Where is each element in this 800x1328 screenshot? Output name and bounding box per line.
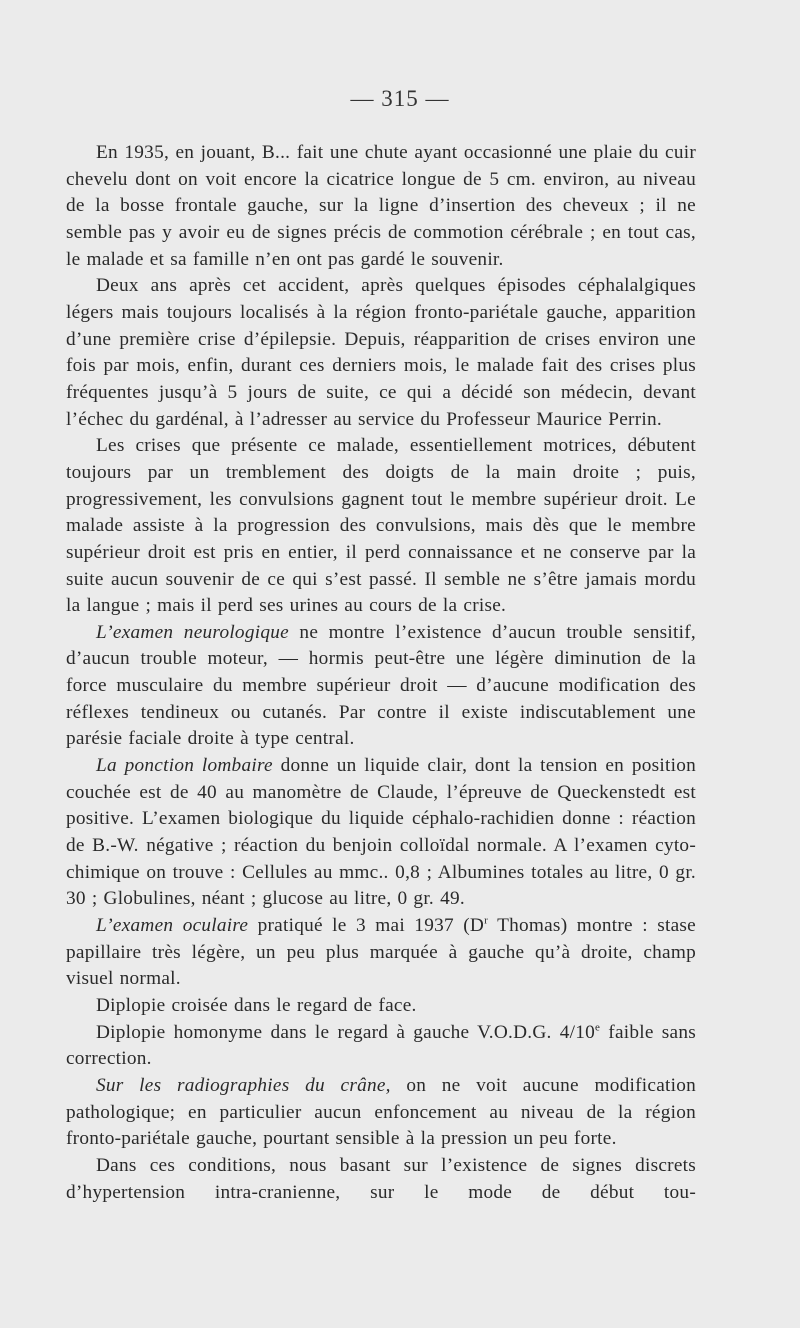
paragraph-lumbar-puncture <box>66 753 696 913</box>
neurological-exam-heading: L’examen neurologique <box>96 621 289 643</box>
paragraph-skull-radiographs <box>66 1073 696 1153</box>
lumbar-puncture-text: donne un liquide clair, dont la tension en position couchée est de 40 au manomètre de Claude, l’épreuve de Queckenstedt est positive. L’examen biologique du liquide céphalo-rachidien donne : réaction de B.-W. négative ; réaction du benjoin colloïdal normale. A l’examen cyto-chimique on trouve : Cellules au mmc.. 0,8 ; Albumines totales au litre, 0 gr. 30 ; Globulines, néant ; glucose au litre, 0 gr. 49. <box>66 755 696 910</box>
lumbar-puncture-heading: La ponction lombaire <box>96 755 273 777</box>
paragraph-homonymous-diplopia <box>66 1020 696 1073</box>
skull-radiographs-text: on ne voit aucune modification pathologique; en particulier aucun enfoncement au niveau de la région fronto-pariétale gauche, pourtant sensible à la pression un peu forte. <box>66 1074 696 1150</box>
paragraph-accident-1935: En 1935, en jouant, B... fait une chute ayant occasionné une plaie du cuir chevelu dont on voit encore la cicatrice longue de 5 cm. environ, au niveau de la bosse frontale gauche, sur la ligne d’insertion des cheveux ; il ne semble pas y avoir eu de signes précis de commotion cérébrale ; en tout cas, le malade et sa famille n’en ont pas gardé le souvenir. <box>66 142 696 270</box>
ocular-exam-text-a: pratiqué le 3 mai 1937 (D <box>248 915 485 937</box>
paragraph-first-seizure: Deux ans après cet accident, après quelques épisodes céphalalgiques légers mais toujours localisés à la région fronto-pariétale gauche, apparition d’une première crise d’épilepsie. Depuis, réapparition de crises environ une fois par mois, enfin, durant ces derniers mois, le malade fait des crises plus fréquentes jusqu’à 5 jours de suite, ce qui a décidé son médecin, devant l’échec du gardénal, à l’adresser au service du Professeur Maurice Perrin. <box>66 275 696 430</box>
ocular-exam-heading: L’examen oculaire <box>96 915 249 937</box>
ocular-exam-text-b: Thomas) montre : stase papillaire très légère, un peu plus marquée à gauche qu’à droite, champ visuel normal. <box>66 915 696 990</box>
paragraph-seizure-description: Les crises que présente ce malade, essentiellement motrices, débutent toujours par un tremblement des doigts de la main droite ; puis, progressivement, les convulsions gagnent tout le membre supérieur droit. Le malade assiste à la progression des convulsions, mais dès que le membre supérieur droit est pris en entier, il perd connaissance et ne conserve par la suite aucun souvenir de ce qui s’est passé. Il semble ne s’être jamais mordu la langue ; mais il perd ses urines au cours de la crise. <box>66 435 696 617</box>
paragraph-ocular-exam <box>66 913 696 993</box>
homonymous-diplopia-text-a: Diplopie homonyme dans le regard à gauche V.O.D.G. 4/10 <box>96 1021 596 1043</box>
body-text <box>66 140 696 1206</box>
ocular-exam-superscript: r <box>484 914 489 927</box>
homonymous-diplopia-text-b: faible sans correction. <box>66 1021 696 1070</box>
homonymous-diplopia-superscript: e <box>595 1021 601 1034</box>
page-number: — 315 — <box>350 86 450 111</box>
paragraph-conclusion: Dans ces conditions, nous basant sur l’existence de signes discrets d’hypertension intra-cranienne, sur le mode de début tou- <box>66 1154 696 1203</box>
paragraph-neurological-exam <box>66 620 696 753</box>
skull-radiographs-heading: Sur les radiographies du crâne, <box>96 1074 391 1096</box>
neurological-exam-text: ne montre l’existence d’aucun trouble sensitif, d’aucun trouble moteur, — hormis peut-être une légère diminution de la force musculaire du membre supérieur droit — d’aucune modification des réflexes tendineux ou cutanés. Par contre il existe indiscutablement une parésie faciale droite à type central. <box>66 621 696 750</box>
paragraph-crossed-diplopia: Diplopie croisée dans le regard de face. <box>96 995 417 1016</box>
